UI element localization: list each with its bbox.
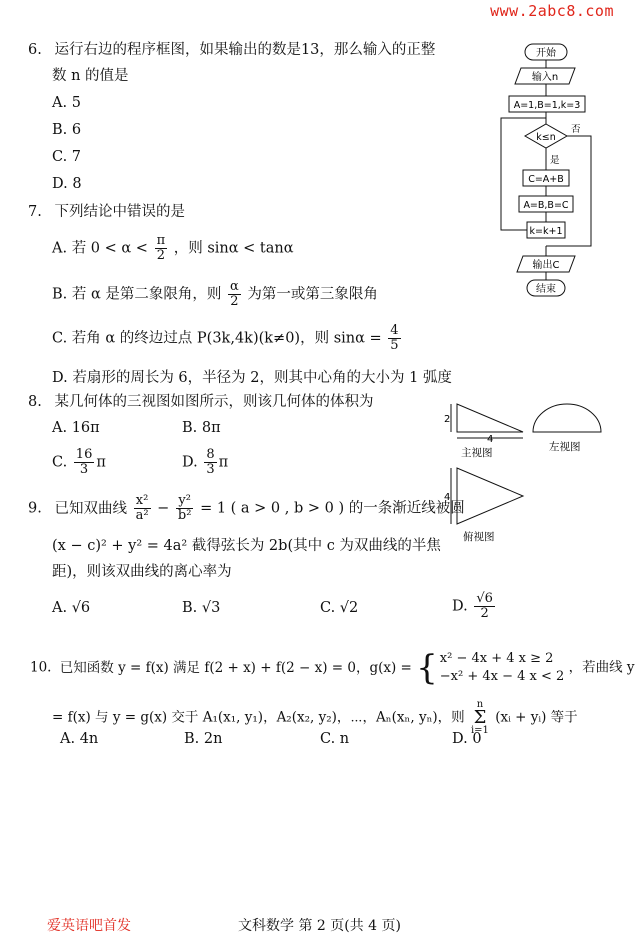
q10-option-b: B. 2n <box>184 731 223 747</box>
q9-pre: 已知双曲线 <box>54 500 127 517</box>
q7-c-frac <box>388 324 400 353</box>
q9-minus: − <box>157 500 170 517</box>
q8-d-frac <box>204 448 216 477</box>
top-view-label: 俯视图 <box>463 531 495 543</box>
front-view-label: 主视图 <box>461 447 493 459</box>
q10-option-c: C. n <box>320 731 350 747</box>
q10-line2-post: (xᵢ + yᵢ) 等于 <box>495 709 578 726</box>
q10-line2-pre: = f(x) 与 y = g(x) 交于 A₁(x₁, y₁)，A₂(x₂, y₂)，⋯，Aₙ(xₙ, yₙ)，则 <box>52 709 465 726</box>
front-view-triangle <box>457 404 523 432</box>
q9-line3: 距)，则该双曲线的离心率为 <box>52 564 232 580</box>
q7-a-post: ，则 sinα < tanα <box>173 240 294 257</box>
q7-option-b <box>52 280 378 309</box>
q8-c-post: π <box>96 454 106 471</box>
q7-stem-text: 下列结论中错误的是 <box>54 204 185 220</box>
watermark: www.2abc8.com <box>490 2 614 20</box>
q10-case1: x² − 4x + 4 x ≥ 2 <box>439 651 554 666</box>
q8-number: 8. <box>28 394 42 410</box>
q6-number: 6. <box>28 42 42 58</box>
q10-option-a: A. 4n <box>60 731 99 747</box>
q9-option-d <box>452 592 497 621</box>
q7-a-frac-n: π <box>156 233 166 248</box>
fc-step3-text: k=k+1 <box>529 226 563 237</box>
q10-brace: { <box>416 648 438 688</box>
q7-option-d: D. 若扇形的周长为 6，半径为 2，则其中心角的大小为 1 弧度 <box>52 370 452 386</box>
q6-option-a: A. 5 <box>52 95 81 111</box>
q8-d-frac-n: 8 <box>206 447 215 462</box>
q9-option-a: A. √6 <box>52 600 91 616</box>
q8-d-pre: D. <box>182 454 198 471</box>
q10-pre: 已知函数 y = f(x) 满足 f(2 + x) + f(2 − x) = 0，g(x) = <box>59 659 412 676</box>
q8-stem-text: 某几何体的三视图如图所示，则该几何体的体积为 <box>54 394 374 410</box>
q7-b-frac <box>228 280 241 309</box>
q10-number: 10. <box>30 659 52 676</box>
q9-frac-x <box>134 494 151 523</box>
q10-line1 <box>30 650 635 686</box>
footer-page-number: 文科数学 第 2 页(共 4 页) <box>238 918 401 934</box>
q7-number: 7. <box>28 204 42 220</box>
top-view-triangle <box>457 468 523 524</box>
side-view-label: 左视图 <box>549 441 581 453</box>
q7-b-post: 为第一或第三象限角 <box>247 286 378 303</box>
three-views-figure <box>443 398 608 546</box>
fc-output-text: 输出C <box>532 260 560 271</box>
q8-c-pre: C. <box>52 454 68 471</box>
flowchart <box>495 38 605 300</box>
q6-option-d: D. 8 <box>52 176 82 192</box>
q9-number: 9. <box>28 500 42 517</box>
q6-stem-line2: 数 n 的值是 <box>52 68 129 84</box>
q6-stem-line1: 运行右边的程序框图，如果输出的数是13，那么输入的正整 <box>54 42 436 58</box>
q10-post: ，若曲线 y <box>568 659 635 676</box>
q9-frac-x-d: a² <box>135 508 149 523</box>
q8-c-frac-d: 3 <box>79 462 89 477</box>
q9-option-b: B. √3 <box>182 600 221 616</box>
q7-b-pre: B. 若 α 是第二象限角，则 <box>52 286 222 303</box>
q7-option-a <box>52 234 294 263</box>
q8-d-post: π <box>218 454 229 471</box>
fc-step2-text: A=B,B=C <box>523 200 569 211</box>
q7-a-frac-d: 2 <box>156 248 165 263</box>
fc-init-text: A=1,B=1,k=3 <box>513 100 581 111</box>
q7-c-frac-d: 5 <box>390 338 399 353</box>
q8-d-frac-d: 3 <box>206 462 215 477</box>
q7-b-frac-n: α <box>230 279 239 294</box>
footer-left: 爱英语吧首发 <box>47 918 131 934</box>
q9-d-frac-d: 2 <box>480 606 489 621</box>
dim-4-width: 4 <box>487 434 494 445</box>
q9-post: = 1 ( a > 0 , b > 0 ) 的一条渐近线被圆 <box>200 500 465 517</box>
fc-start-text: 开始 <box>536 48 556 59</box>
q10-case2: −x² + 4x − 4 x < 2 <box>439 669 565 684</box>
q9-frac-y <box>176 494 194 523</box>
fc-yes-label: 是 <box>550 155 560 166</box>
q9-d-frac <box>474 592 495 621</box>
side-view-semicircle <box>533 404 601 432</box>
q7-option-c <box>52 324 403 353</box>
q8-option-b: B. 8π <box>182 420 221 436</box>
q10-sum-bot: i=1 <box>470 725 489 736</box>
q10-sum-sym: Σ <box>473 707 487 728</box>
q10-sum-top: n <box>476 699 484 710</box>
q10-line2 <box>52 700 578 736</box>
dim-2: 2 <box>444 414 451 425</box>
q7-b-frac-d: 2 <box>230 294 239 309</box>
q7-c-pre: C. 若角 α 的终边过点 P(3k,4k)(k≠0)，则 sinα = <box>52 330 382 347</box>
q9-frac-x-n: x² <box>134 494 151 509</box>
q9-d-frac-n: √6 <box>476 591 493 606</box>
fc-cond-text: k≤n <box>536 132 556 143</box>
q7-a-pre: A. 若 0 < α < <box>52 240 148 257</box>
q8-option-d <box>182 448 228 477</box>
q6-option-b: B. 6 <box>52 122 82 138</box>
fc-input-text: 输入n <box>531 72 559 83</box>
q8-c-frac <box>74 448 95 477</box>
q9-d-pre: D. <box>452 598 468 615</box>
q9-line2: (x − c)² + y² = 4a² 截得弦长为 2b(其中 c 为双曲线的半焦 <box>52 538 441 554</box>
q8-c-frac-n: 16 <box>75 447 93 462</box>
dim-4-height: 4 <box>444 492 451 503</box>
q7-c-frac-n: 4 <box>390 323 399 338</box>
fc-step1-text: C=A+B <box>528 174 564 185</box>
q9-frac-y-n: y² <box>176 494 194 509</box>
q9-line1 <box>28 494 465 523</box>
q7-a-frac <box>155 234 168 263</box>
q10-option-d: D. 0 <box>452 731 482 747</box>
q9-frac-y-d: b² <box>177 508 192 523</box>
q10-cases <box>440 650 565 686</box>
q6-line1 <box>28 40 435 60</box>
q9-option-c: C. √2 <box>320 600 359 616</box>
q7-stem <box>28 202 185 222</box>
q8-option-c <box>52 448 106 477</box>
fc-end-text: 结束 <box>536 284 556 295</box>
q8-option-a: A. 16π <box>52 420 100 436</box>
fc-no-label: 否 <box>571 124 581 135</box>
q8-stem <box>28 392 373 412</box>
q6-option-c: C. 7 <box>52 149 82 165</box>
